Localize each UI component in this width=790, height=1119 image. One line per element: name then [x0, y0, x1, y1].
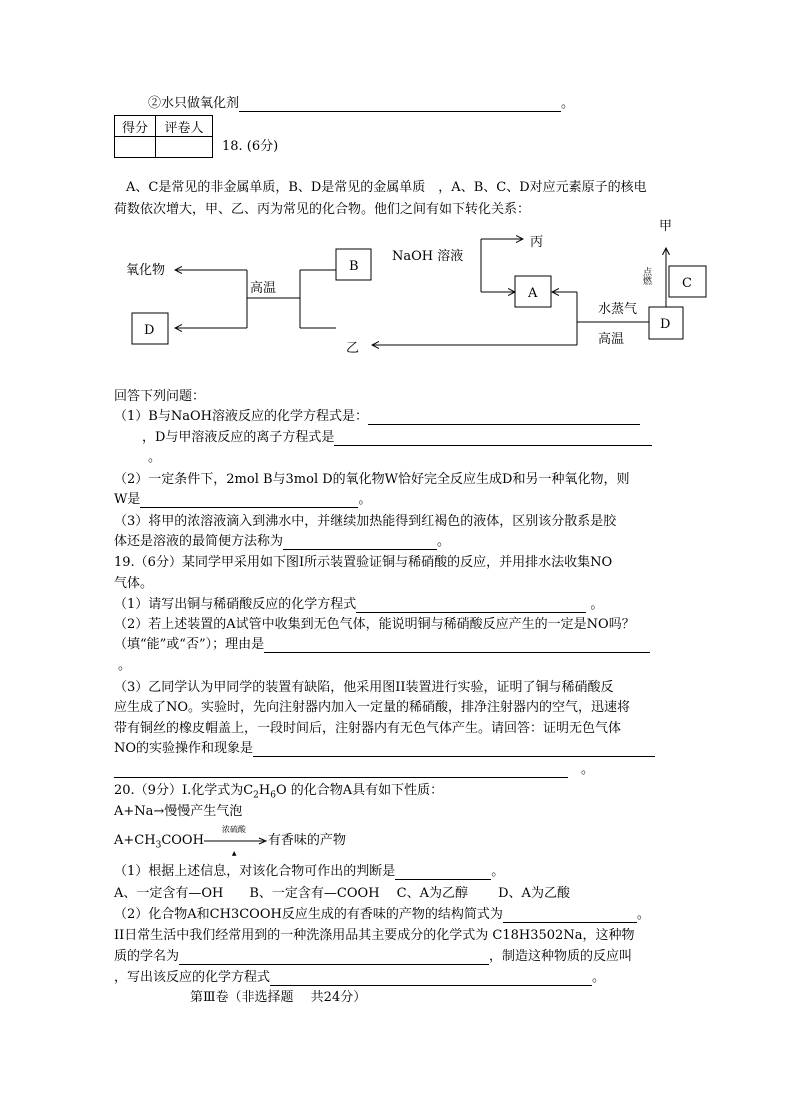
label-jia: 甲	[659, 219, 673, 234]
q19-line2: 气体。	[114, 576, 154, 591]
label-D-left: D	[144, 323, 155, 338]
q18-intro-2: 荷数依次增大，甲、乙、丙为常见的化合物。他们之间有如下转化关系：	[114, 202, 531, 217]
label-bing: 丙	[530, 235, 544, 250]
q19-2b: （填“能”或“否”）；理由是	[114, 637, 650, 653]
label-oxide: 氧化物	[126, 263, 166, 278]
q19-1: （1）请写出铜与稀硝酸反应的化学方程式 。	[114, 597, 604, 612]
answer-blank[interactable]	[179, 951, 489, 965]
q19-3b: 应生成了NO。实验时，先向注射器内加入一定量的稀硝酸，排净注射器内的空气，迅速将	[114, 700, 631, 715]
reaction-arrow: 浓硫酸 ▲	[204, 834, 268, 848]
label-ignite: 点燃	[641, 267, 651, 285]
q18-1b: ，D与甲溶液反应的离子方程式是	[142, 430, 652, 446]
q20-line1: 20.（9分）I.化学式为$C_2H_6O$ 的化合物A具有如下性质：	[114, 783, 444, 801]
q20-1: （1）根据上述信息，对该化合物可作出的判断是 。	[114, 864, 505, 879]
q20-ii-3: ，写出该反应的化学方程式 。	[114, 970, 606, 985]
label-high-temp-right: 高温	[598, 332, 625, 347]
answer-blank[interactable]	[140, 494, 358, 508]
label-A: A	[528, 286, 538, 301]
q20-ii-2: 质的学名为 ，制造这种物质的反应叫	[114, 949, 633, 964]
q18-intro-1: A、C是常见的非金属单质，B、D是常见的金属单质 ，A、B、C、D对应元素原子的核电	[126, 180, 647, 195]
label-steam: 水蒸气	[598, 302, 638, 317]
label-naoh: NaOH 溶液	[392, 249, 464, 264]
q20-options: A、一定含有—OH B、一定含有—COOH C、A为乙醇 D、A为乙酸	[114, 886, 570, 901]
q19-3e: 。	[114, 762, 594, 778]
q19-3c: 带有铜丝的橡皮帽盖上，一段时间后，注射器内有无色气体产生。请回答：证明无色气体	[114, 721, 622, 736]
q18-1a: （1）B与NaOH溶液反应的化学方程式是：	[114, 409, 640, 425]
q18-1c: 。	[148, 450, 162, 465]
q19-2c: 。	[118, 658, 132, 673]
label-high-temp-left: 高温	[250, 281, 277, 296]
q18-2a: （2）一定条件下，2mol B与3mol D的氧化物W恰好完全反应生成D和另一种氧化物，则	[114, 472, 630, 487]
q20-2: （2）化合物A和CH3COOH反应生成的有香味的产物的结构简式为 。	[114, 907, 650, 922]
q18-2b: W是 。	[114, 492, 372, 507]
q19-3a: （3）乙同学认为甲同学的装置有缺陷，他采用图II装置进行实验，证明了铜与稀硝酸反	[114, 680, 614, 695]
q18-header: 18. (6分)	[222, 139, 279, 154]
answer-blank[interactable]	[395, 866, 491, 880]
q19-3d: NO的实验操作和现象是	[114, 741, 655, 757]
label-C: C	[682, 276, 692, 291]
label-B: B	[349, 259, 359, 274]
q17-tail: ②水只做氧化剂 。	[148, 96, 575, 111]
answer-blank[interactable]	[334, 432, 652, 446]
q18-3b: 体还是溶液的最简便方法称为 。	[114, 534, 451, 549]
answer-blank[interactable]	[503, 909, 637, 923]
answer-intro: 回答下列问题：	[114, 389, 206, 404]
q19-2a: （2）若上述装置的A试管中收集到无色气体，能说明铜与稀硝酸反应产生的一定是NO吗？	[114, 617, 635, 632]
q20-ii-1: II日常生活中我们经常用到的一种洗涤用品其主要成分的化学式为 C18H3502Na，这种物	[114, 928, 635, 943]
label-yi: 乙	[346, 341, 360, 356]
reaction-diagram	[0, 0, 790, 390]
section-title: 第Ⅲ卷（非选择题 共24分）	[190, 990, 367, 1005]
q18-3a: （3）将甲的浓溶液滴入到沸水中，并继续加热能得到红褐色的液体，区别该分散系是胶	[114, 514, 617, 529]
score-header: 得分	[115, 116, 156, 137]
answer-blank[interactable]	[253, 743, 655, 757]
answer-blank[interactable]	[283, 536, 437, 550]
q20-react2: $A+CH_3COOH$ 浓硫酸 ▲ 有香味的产物	[114, 824, 346, 857]
label-D-right: D	[660, 317, 671, 332]
answer-blank[interactable]	[264, 639, 650, 653]
q19-line1: 19.（6分）某同学甲采用如下图Ⅰ所示装置验证铜与稀硝酸的反应，并用排水法收集NO	[114, 555, 613, 570]
grader-header: 评卷人	[156, 116, 213, 137]
answer-blank[interactable]	[368, 411, 640, 425]
answer-blank[interactable]	[356, 599, 586, 613]
q20-react1: A+Na→慢慢产生气泡	[114, 804, 243, 819]
answer-blank[interactable]	[114, 764, 568, 778]
answer-blank[interactable]	[270, 972, 592, 986]
